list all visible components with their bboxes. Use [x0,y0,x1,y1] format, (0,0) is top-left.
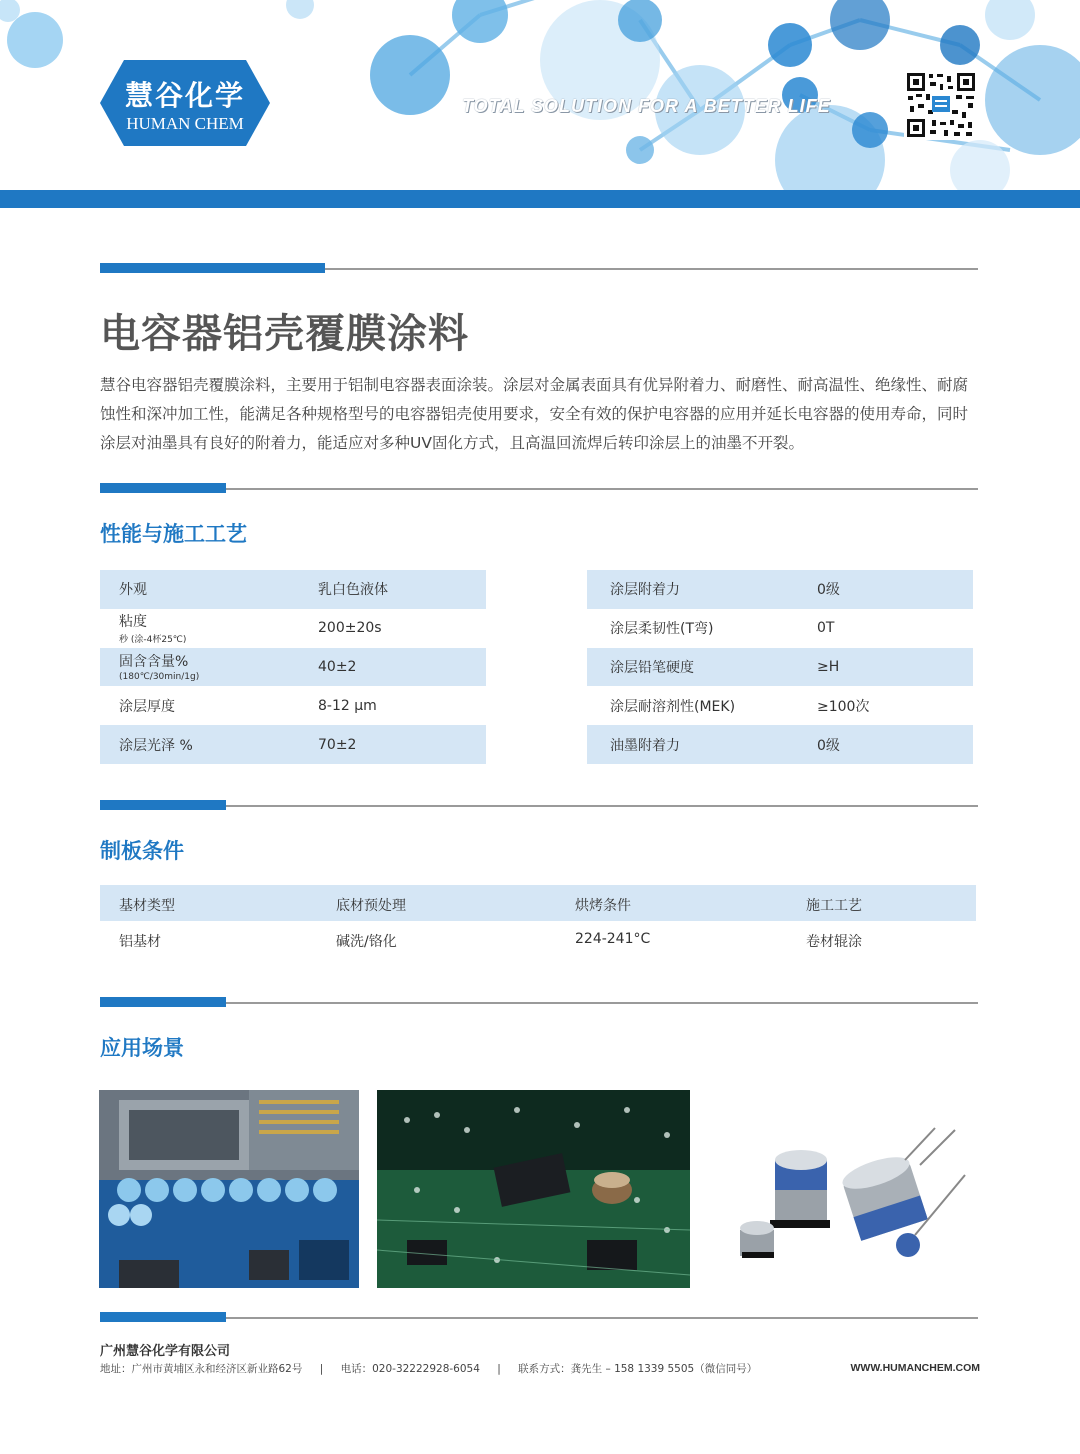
table-row [587,570,973,609]
header-banner [0,0,1080,208]
address: 地址：广州市黄埔区永和经济区新业路62号 [100,1363,303,1375]
company-logo [100,60,270,146]
column-header: 基材类型 [119,898,175,914]
performance-section-title: 性能与施工工艺 [100,522,247,546]
phone: 电话：020-32222928-6054 [340,1363,480,1375]
property-value: 乳白色液体 [318,582,388,599]
table-row [100,686,486,725]
capacitors-image [730,1120,980,1270]
section-rule [100,800,978,810]
contact-person: 联系方式：龚先生 – 158 1339 5505（微信同号） [518,1363,758,1375]
performance-table-left [100,570,486,764]
separator: | [319,1363,324,1375]
property-label: 涂层附着力 [610,582,680,599]
property-value: 0级 [817,737,840,754]
property-label: 涂层柔韧性(T弯) [610,621,714,638]
logo-chinese-name: 慧谷化学 [124,79,245,112]
property-label: 涂层耐溶剂性(MEK) [610,698,736,715]
header-bar [0,190,1080,208]
column-header: 烘烤条件 [575,898,631,914]
property-label: 涂层厚度 [119,698,175,715]
property-label: 粘度 秒 (涂-4杯25℃) [119,614,187,646]
property-value: 40±2 [318,658,357,675]
table-row [100,570,486,609]
applications-section-title: 应用场景 [100,1036,184,1060]
contact-info [100,1361,771,1376]
table-row [100,725,486,764]
column-header: 底材预处理 [336,898,406,914]
company-name: 广州慧谷化学有限公司 [100,1344,231,1359]
conditions-section-title: 制板条件 [100,839,184,863]
table-cell: 铝基材 [119,934,161,950]
property-value: 0级 [817,582,840,599]
page-title: 电容器铝壳覆膜涂料 [100,311,469,357]
property-label: 涂层光泽 % [119,737,193,754]
slogan: TOTAL SOLUTION FOR A BETTER LIFE [462,96,831,116]
qr-code-icon [904,70,978,140]
table-row [100,609,486,648]
table-row [587,725,973,764]
table-row [587,609,973,648]
property-value: 200±20s [318,620,382,637]
table-row [587,648,973,687]
property-value: 70±2 [318,736,357,753]
intro-paragraph: 慧谷电容器铝壳覆膜涂料，主要用于铝制电容器表面涂装。涂层对金属表面具有优异附着力、耐磨性、耐高温性、绝缘性、耐腐蚀性和深冲加工性，能满足各种规格型号的电容器铝壳使用要求，安全有效的保护电容器的应用并延长电容器的使用寿命，同时涂层对油墨具有良好的附着力，能适应对多种UV固化方式，且高温回流焊后转印涂层上的油墨不开裂。 [100,376,969,452]
property-label: 固含含量% (180℃/30min/1g) [119,654,200,683]
section-rule [100,997,978,1007]
section-rule [100,263,978,273]
property-label: 涂层铅笔硬度 [610,659,694,676]
table-cell: 224-241°C [575,931,651,947]
section-rule [100,1312,978,1322]
section-rule [100,483,978,493]
table-row [587,686,973,725]
table-cell: 卷材辊涂 [806,934,862,950]
column-header: 施工工艺 [806,898,862,914]
performance-table-right [587,570,973,764]
motherboard-capacitors-image [99,1090,359,1288]
property-label: 外观 [119,582,147,599]
table-row [100,921,976,957]
property-label: 油墨附着力 [610,737,680,754]
property-value: ≥H [817,658,840,675]
property-value: 8-12 μm [318,697,377,714]
circuit-board-image [377,1090,690,1288]
property-value: ≥100次 [817,698,870,715]
separator: | [497,1363,501,1375]
logo-english-name: HUMAN CHEM [126,114,244,133]
property-value: 0T [817,620,835,637]
website-link[interactable]: WWW.HUMANCHEM.COM [850,1362,980,1374]
table-cell: 碱洗/铬化 [336,934,397,950]
conditions-table [100,885,976,957]
table-header-row [100,885,976,921]
table-row [100,648,486,687]
